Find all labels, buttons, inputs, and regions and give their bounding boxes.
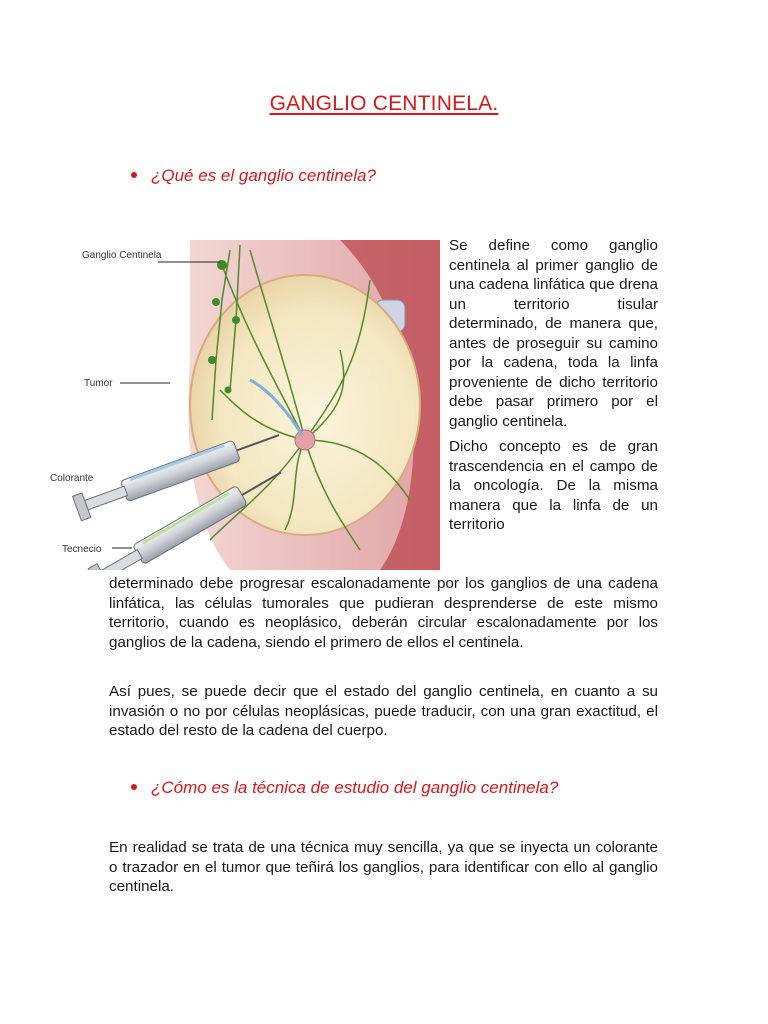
- paragraph-concept-continued: determinado debe progresar escalonadamente por los ganglios de una cadena linfática, las células tumorales que pudieran desprenderse de este mismo territorio, cuando es neoplásico, deberán circular escalonadamente por los ganglios de la cadena, siendo el primero de ellos el centinela.: [109, 575, 658, 651]
- label-tecnecio: Tecnecio: [62, 544, 102, 555]
- illustration-svg: [40, 240, 440, 570]
- paragraph-technique: En realidad se trata de una técnica muy sencilla, ya que se inyecta un colorante o trazador en el tumor que teñirá los ganglios, para identificar con ello al ganglio centinela.: [109, 839, 658, 895]
- bullet-question-1: [131, 166, 376, 186]
- paragraph-conclusion: Así pues, se puede decir que el estado del ganglio centinela, en cuanto a su invasión o no por células neoplásicas, puede traducir, con una gran exactitud, el estado del resto de la cadena del cuerpo.: [109, 683, 658, 739]
- label-colorante: Colorante: [50, 473, 94, 484]
- bullet-question-2: [131, 778, 558, 798]
- bullet-question-2-text: ¿Cómo es la técnica de estudio del ganglio centinela?: [151, 778, 559, 797]
- definition-column: [449, 236, 658, 535]
- label-ganglio-centinela: Ganglio Centinela: [82, 250, 162, 261]
- paragraph-definition: Se define como ganglio centinela al primer ganglio de una cadena linfática que drena un territorio tisular determinado, de manera que, antes de proseguir su camino por la cadena, toda la linfa proveniente de dicho territorio debe pasar primero por el ganglio centinela.: [449, 237, 658, 430]
- bullet-dot-icon: [131, 172, 137, 178]
- bullet-dot-icon: [131, 784, 137, 790]
- label-tumor: Tumor: [84, 378, 113, 389]
- paragraph-concept-start: Dicho concepto es de gran trascendencia en el campo de la oncología. De la misma manera que la linfa de un territorio: [449, 438, 658, 533]
- bullet-question-1-text: ¿Qué es el ganglio centinela?: [151, 166, 376, 185]
- sentinel-node-illustration: [40, 240, 440, 570]
- tumor-mass: [295, 430, 315, 450]
- page-title: GANGLIO CENTINELA.: [269, 92, 499, 115]
